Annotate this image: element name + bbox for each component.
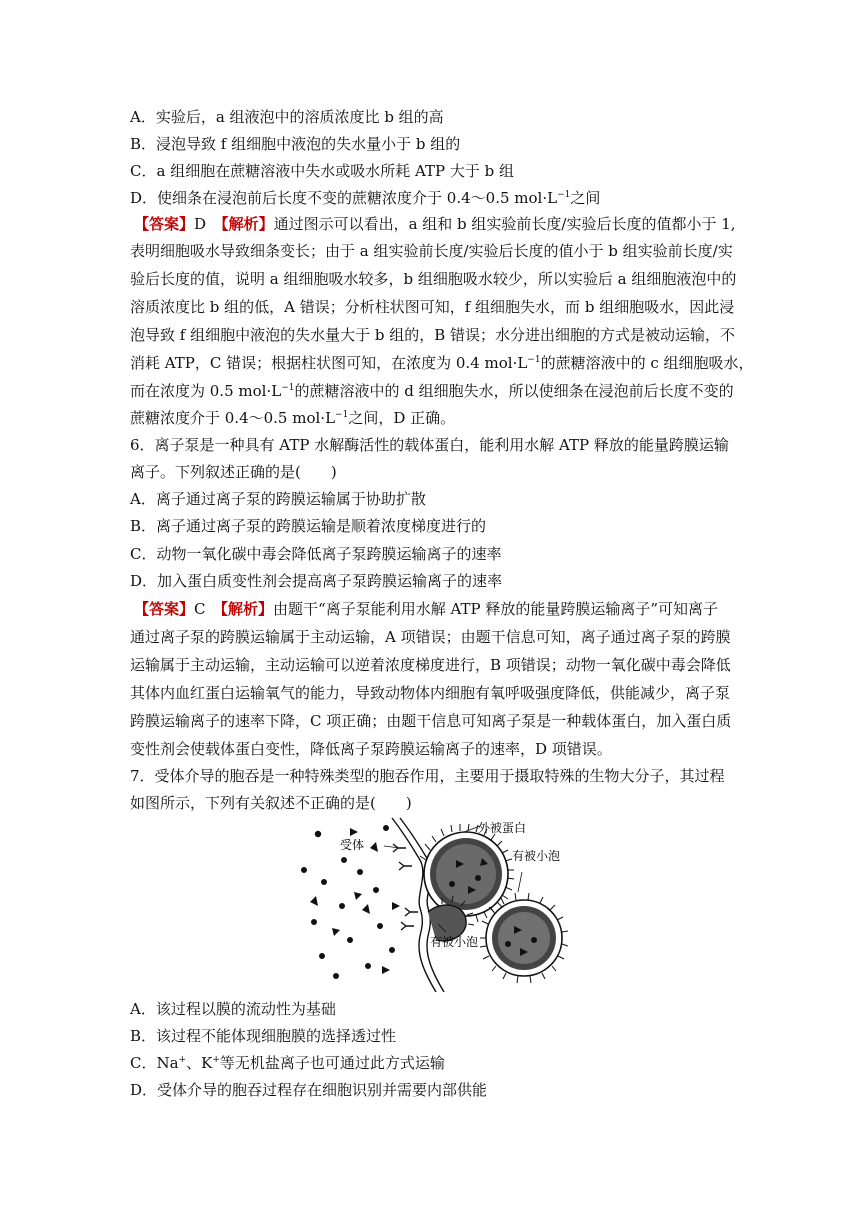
q6-analysis-line-6: 变性剂会使载体蛋白变性，降低离子泵跨膜运输离子的速率，D 项错误。: [130, 740, 612, 758]
q6-analysis-line-4: 其体内血红蛋白运输氧气的能力，导致动物体内细胞有氧呼吸强度降低，供能减少，离子泵: [130, 684, 731, 702]
q6-stem-line-1: 6．离子泵是一种具有 ATP 水解酶活性的载体蛋白，能利用水解 ATP 释放的能量跨膜运输: [130, 436, 729, 454]
answer-value: C: [194, 600, 206, 618]
q6-option-b: B．离子通过离子泵的跨膜运输是顺着浓度梯度进行的: [130, 517, 487, 535]
q5-analysis-line-2: 表明细胞吸水导致细条变长；由于 a 组实验前长度/实验后长度的值小于 b 组实验前长度/实: [130, 242, 733, 260]
q5-analysis-line-7: 而在浓度为 0.5 $mol\cdot L^{-1}$的蔗糖溶液中的 d 组细胞失水，所以使细条在浸泡前后长度不变的: [130, 382, 734, 400]
label-coated-vesicle-right: 有被小泡: [512, 849, 561, 863]
label-receptor: 受体: [340, 838, 365, 852]
analysis-label: 【解析】: [221, 215, 274, 233]
q7-option-c: C．Na+、K+等无机盐离子也可通过此方式运输: [130, 1054, 445, 1072]
label-coated-vesicle-bottom: 有被小泡: [430, 935, 479, 949]
q5-analysis-line-6: 消耗 ATP，C 错误；根据柱状图可知，在浓度为 0.4 $mol\cdot L^{-1}$的蔗糖溶液中的 c 组细胞吸水，: [130, 354, 754, 372]
q7-stem-line-2: 如图所示，下列有关叙述不正确的是( ): [130, 794, 412, 812]
q6-stem-line-2: 离子。下列叙述正确的是( ): [130, 463, 337, 481]
analysis-label: 【解析】: [220, 600, 274, 618]
q5-analysis-line-4: 溶质浓度比 b 组的低，A 错误；分析柱状图可知，f 组细胞失水，而 b 组细胞吸水，因此浸: [130, 298, 735, 316]
q7-option-a: A．该过程以膜的流动性为基础: [130, 1000, 336, 1018]
q6-option-a: A．离子通过离子泵的跨膜运输属于协助扩散: [130, 490, 426, 508]
q6-option-c: C．动物一氧化碳中毒会降低离子泵跨膜运输离子的速率: [130, 545, 502, 563]
q7-option-d: D．受体介导的胞吞过程存在细胞识别并需要内部供能: [130, 1081, 488, 1099]
q5-analysis-line-8: 蔗糖浓度介于 0.4～0.5 $mol\cdot L^{-1}$之间，D 正确。: [130, 409, 456, 427]
q5-option-b: B．浸泡导致 f 组细胞中液泡的失水量小于 b 组的: [130, 135, 461, 153]
answer-label: 【答案】: [134, 215, 195, 233]
q5-answer-line-1: 【答案】D 【解析】通过图示可以看出，a 组和 b 组实验前长度/实验后长度的值都小于 1,: [134, 215, 736, 233]
label-coat-protein: 外被蛋白: [478, 821, 527, 835]
answer-value: D: [194, 215, 207, 233]
endocytosis-figure: [296, 816, 568, 992]
q5-option-c: C．a 组细胞在蔗糖溶液中失水或吸水所耗 ATP 大于 b 组: [130, 162, 514, 180]
q6-option-d: D．加入蛋白质变性剂会提高离子泵跨膜运输离子的速率: [130, 572, 503, 590]
q5-analysis-line-5: 泡导致 f 组细胞中液泡的失水量大于 b 组的，B 错误；水分进出细胞的方式是被动运输，不: [130, 326, 736, 344]
q5-option-d: D．使细条在浸泡前后长度不变的蔗糖浓度介于 0.4～0.5 $mol\cdot L^{-1}$之间: [130, 189, 601, 207]
q5-option-a: A．实验后，a 组液泡中的溶质浓度比 b 组的高: [130, 108, 444, 126]
q7-stem-line-1: 7．受体介导的胞吞是一种特殊类型的胞吞作用，主要用于摄取特殊的生物大分子，其过程: [130, 767, 725, 785]
q6-analysis-line-3: 运输属于主动运输，主动运输可以逆着浓度梯度进行，B 项错误；动物一氧化碳中毒会降低: [130, 656, 731, 674]
q6-answer-line-1: 【答案】C 【解析】由题干“离子泵能利用水解 ATP 释放的能量跨膜运输离子”可知离子: [134, 600, 719, 618]
receptor-icons: [393, 844, 418, 930]
q5-analysis-line-3: 验后长度的值，说明 a 组细胞吸水较多，b 组细胞吸水较少，所以实验后 a 组细胞液泡中的: [130, 270, 737, 288]
answer-label: 【答案】: [134, 600, 195, 618]
q7-option-b: B．该过程不能体现细胞膜的选择透过性: [130, 1027, 397, 1045]
q6-analysis-line-5: 跨膜运输离子的速率下降，C 项正确；由题干信息可知离子泵是一种载体蛋白，加入蛋白质: [130, 712, 732, 730]
q6-analysis-line-2: 通过离子泵的跨膜运输属于主动运输，A 项错误；由题干信息可知，离子通过离子泵的跨膜: [130, 628, 731, 646]
